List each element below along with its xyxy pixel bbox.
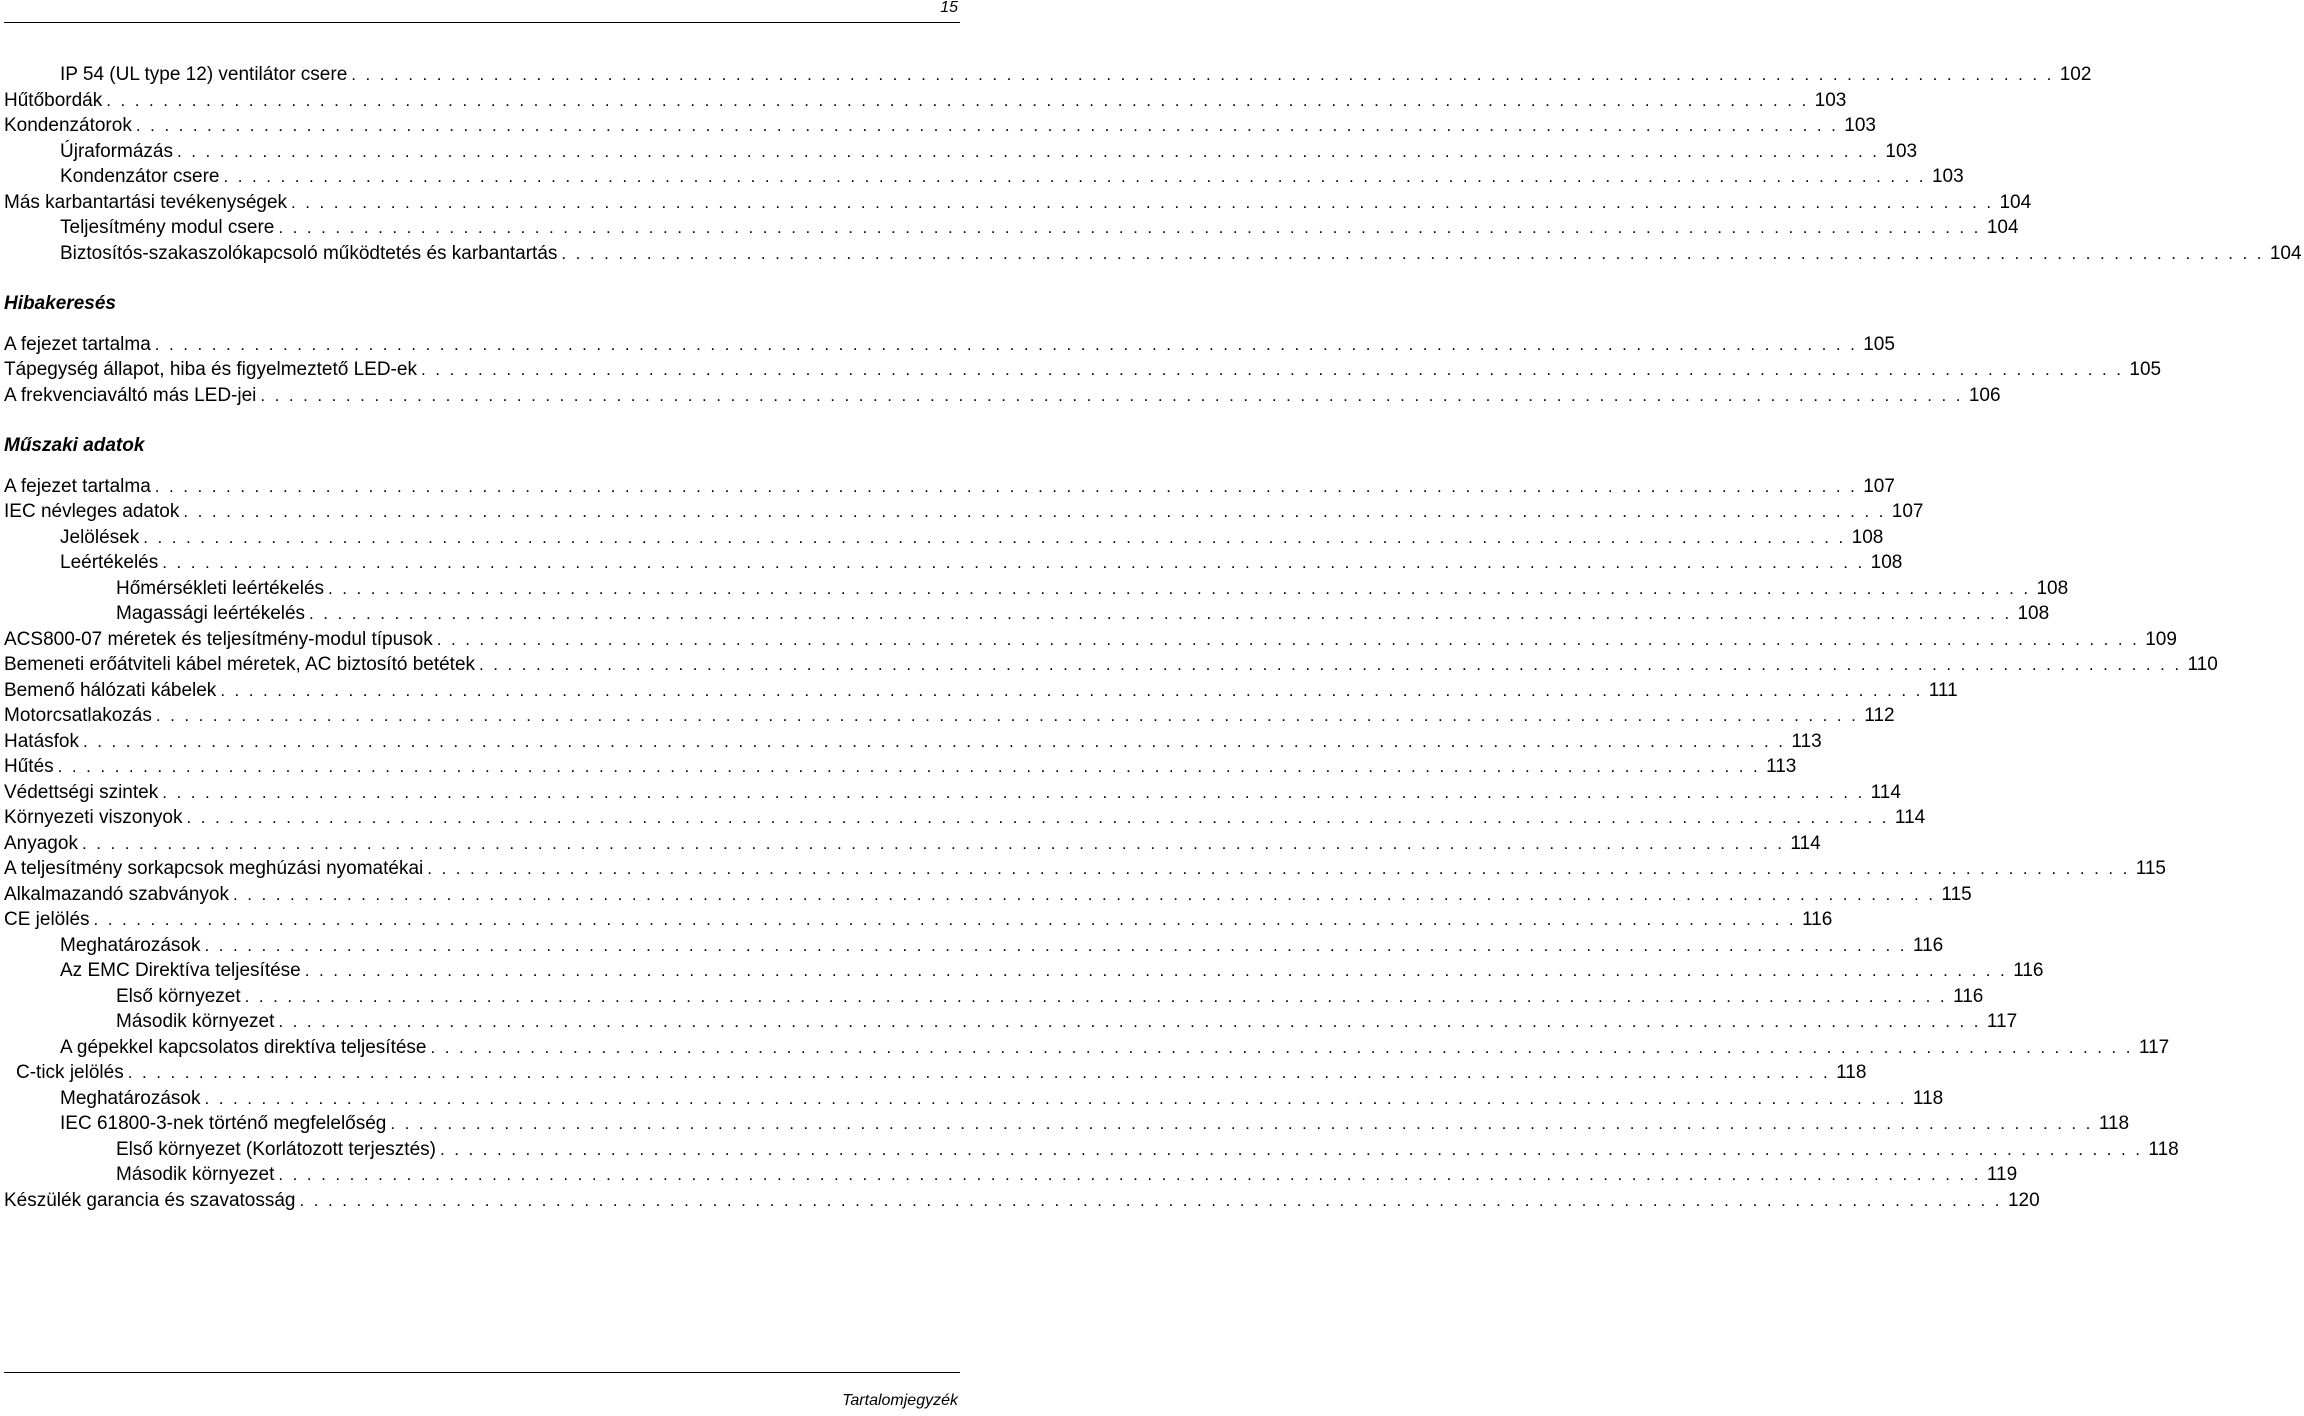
- toc-entry-label: Meghatározások: [60, 934, 201, 956]
- toc-entry[interactable]: [4, 703, 1895, 729]
- toc-entry[interactable]: [4, 332, 1895, 358]
- dot-leader: . . . . . . . . . . . . . . . . . . . . . . . . . . . . . . . . . . . . . . . . . . . . . . . . . . . . . . . . . . . . . . . . . . . . . . . . . . . . . . . . . . . . . . . . . . . . . . . . . . . . . . . . . . . . . . . . . . . . . . . .: [260, 385, 1963, 405]
- toc-entry-page: 107: [1863, 475, 1895, 497]
- toc-entry-label: Hűtőbordák: [4, 89, 103, 111]
- toc-entry-page: 109: [2145, 628, 2177, 650]
- toc-entry-page: 112: [1864, 705, 1895, 726]
- toc-entry-page: 113: [1791, 730, 1822, 752]
- toc-entry-page: 118: [1836, 1062, 1867, 1083]
- dot-leader: . . . . . . . . . . . . . . . . . . . . . . . . . . . . . . . . . . . . . . . . . . . . . . . . . . . . . . . . . . . . . . . . . . . . . . . . . . . . . . . . . . . . . . . . . . . . . . . . . . . . . . . . . . . . . . . . . . . . . . . .: [244, 986, 1948, 1006]
- dot-leader: . . . . . . . . . . . . . . . . . . . . . . . . . . . . . . . . . . . . . . . . . . . . . . . . . . . . . . . . . . . . . . . . . . . . . . . . . . . . . . . . . . . . . . . . . . . . . . . . . . . . . . . . . . . . . . . . . . . . . . . .: [304, 961, 2008, 980]
- toc-entry[interactable]: [4, 190, 2032, 216]
- toc-entry-label: Hőmérsékleti leértékelés: [116, 577, 325, 599]
- dot-leader: . . . . . . . . . . . . . . . . . . . . . . . . . . . . . . . . . . . . . . . . . . . . . . . . . . . . . . . . . . . . . . . . . . . . . . . . . . . . . . . . . . . . . . . . . . . . . . . . . . . . . . . . . . . . . . . . . . . . . . . .: [143, 527, 1846, 547]
- dot-leader: . . . . . . . . . . . . . . . . . . . . . . . . . . . . . . . . . . . . . . . . . . . . . . . . . . . . . . . . . . . . . . . . . . . . . . . . . . . . . . . . . . . . . . . . . . . . . . . . . . . . . . . . . . . . . . . . . . . . . . . .: [430, 1037, 2133, 1057]
- toc-entry[interactable]: [4, 1188, 2040, 1214]
- toc-entry-label: Bemenő hálózati kábelek: [4, 679, 217, 701]
- toc-entry-page: 114: [1790, 832, 1821, 854]
- toc-entry[interactable]: [4, 601, 2050, 627]
- toc-entry[interactable]: [4, 780, 1901, 806]
- toc-entry-label: Újraformázás: [60, 140, 173, 162]
- toc-entry-page: 118: [2148, 1138, 2179, 1160]
- toc-entry[interactable]: [4, 882, 1972, 908]
- dot-leader: . . . . . . . . . . . . . . . . . . . . . . . . . . . . . . . . . . . . . . . . . . . . . . . . . . . . . . . . . . . . . . . . . . . . . . . . . . . . . . . . . . . . . . . . . . . . . . . . . . . . . . . . . . . . . . . . . . . . . . . .: [162, 782, 1865, 802]
- toc-entry-page: 107: [1891, 501, 1924, 522]
- toc-entry[interactable]: [4, 729, 1822, 755]
- toc-entry-page: 116: [1912, 934, 1944, 956]
- dot-leader: . . . . . . . . . . . . . . . . . . . . . . . . . . . . . . . . . . . . . . . . . . . . . . . . . . . . . . . . . . . . . . . . . . . . . . . . . . . . . . . . . . . . . . . . . . . . . . . . . . . . . . . . . . . . . . . . . . . . . . . .: [223, 167, 1926, 186]
- toc-entry-page: 119: [1986, 1164, 2018, 1185]
- toc-entry-page: 116: [1801, 909, 1833, 930]
- toc-entry-page: 104: [1986, 217, 2019, 238]
- toc-entry-label: CE jelölés: [4, 909, 90, 930]
- toc-entry[interactable]: [4, 139, 1918, 165]
- toc-entry-label: Készülék garancia és szavatosság: [4, 1189, 296, 1211]
- toc-entry-page: 104: [2269, 242, 2302, 264]
- toc-entry-page: 103: [1885, 140, 1918, 162]
- toc-entry[interactable]: [4, 576, 2069, 602]
- dot-leader: . . . . . . . . . . . . . . . . . . . . . . . . . . . . . . . . . . . . . . . . . . . . . . . . . . . . . . . . . . . . . . . . . . . . . . . . . . . . . . . . . . . . . . . . . . . . . . . . . . . . . . . . . . . . . . . . . . . . . . . .: [162, 553, 1865, 572]
- toc-entry-label: IP 54 (UL type 12) ventilátor csere: [60, 64, 348, 85]
- toc-entry-label: Teljesítmény modul csere: [60, 217, 275, 238]
- toc-entry-label: Bemeneti erőátviteli kábel méretek, AC biztosító betétek: [4, 654, 476, 675]
- dot-leader: . . . . . . . . . . . . . . . . . . . . . . . . . . . . . . . . . . . . . . . . . . . . . . . . . . . . . . . . . . . . . . . . . . . . . . . . . . . . . . . . . . . . . . . . . . . . . . . . . . . . . . . . . . . . . . . . . . . . . . . .: [183, 502, 1886, 521]
- toc-entry-page: 105: [1863, 333, 1895, 355]
- dot-leader: . . . . . . . . . . . . . . . . . . . . . . . . . . . . . . . . . . . . . . . . . . . . . . . . . . . . . . . . . . . . . . . . . . . . . . . . . . . . . . . . . . . . . . . . . . . . . . . . . . . . . . . . . . . . . . . . . . . . . . . .: [135, 116, 1839, 135]
- toc-entry[interactable]: [4, 1086, 1944, 1112]
- toc-entry-label: Alkalmazandó szabványok: [4, 883, 229, 905]
- toc-entry-page: 105: [2129, 359, 2162, 380]
- toc-entry-page: 118: [1912, 1087, 1944, 1109]
- toc-entry-label: C-tick jelölés: [16, 1062, 124, 1083]
- toc-entry-page: 117: [2138, 1036, 2170, 1058]
- toc-entry-label: Hatásfok: [4, 730, 79, 752]
- toc-entry[interactable]: [4, 1162, 2018, 1188]
- dot-leader: . . . . . . . . . . . . . . . . . . . . . . . . . . . . . . . . . . . . . . . . . . . . . . . . . . . . . . . . . . . . . . . . . . . . . . . . . . . . . . . . . . . . . . . . . . . . . . . . . . . . . . . . . . . . . . . . . . . . . . . .: [186, 808, 1889, 827]
- toc-entry-page: 102: [2059, 64, 2092, 85]
- toc-entry[interactable]: [4, 856, 2166, 882]
- dot-leader: . . . . . . . . . . . . . . . . . . . . . . . . . . . . . . . . . . . . . . . . . . . . . . . . . . . . . . . . . . . . . . . . . . . . . . . . . . . . . . . . . . . . . . . . . . . . . . . . . . . . . . . . . . . . . . . . . . . . . . . .: [154, 476, 1858, 496]
- toc-entry-label: A teljesítmény sorkapcsok meghúzási nyomatékai: [4, 858, 424, 879]
- toc-entry[interactable]: [4, 652, 2218, 678]
- toc-entry[interactable]: [4, 525, 1884, 551]
- dot-leader: . . . . . . . . . . . . . . . . . . . . . . . . . . . . . . . . . . . . . . . . . . . . . . . . . . . . . . . . . . . . . . . . . . . . . . . . . . . . . . . . . . . . . . . . . . . . . . . . . . . . . . . . . . . . . . . . . . . . . . . .: [176, 141, 1880, 161]
- toc-entry[interactable]: [4, 499, 1924, 525]
- toc-entry[interactable]: [4, 62, 2092, 88]
- toc-entry-page: 108: [1870, 552, 1903, 573]
- toc-entry-label: Védettségi szintek: [4, 781, 159, 803]
- toc-entry-page: 115: [2135, 858, 2166, 879]
- toc-entry[interactable]: [4, 113, 1876, 139]
- footer-rule: [4, 1372, 960, 1373]
- dot-leader: . . . . . . . . . . . . . . . . . . . . . . . . . . . . . . . . . . . . . . . . . . . . . . . . . . . . . . . . . . . . . . . . . . . . . . . . . . . . . . . . . . . . . . . . . . . . . . . . . . . . . . . . . . . . . . . . . . . . . . . .: [436, 629, 2140, 649]
- dot-leader: . . . . . . . . . . . . . . . . . . . . . . . . . . . . . . . . . . . . . . . . . . . . . . . . . . . . . . . . . . . . . . . . . . . . . . . . . . . . . . . . . . . . . . . . . . . . . . . . . . . . . . . . . . . . . . . . . . . . . . . .: [309, 604, 2012, 623]
- dot-leader: . . . . . . . . . . . . . . . . . . . . . . . . . . . . . . . . . . . . . . . . . . . . . . . . . . . . . . . . . . . . . . . . . . . . . . . . . . . . . . . . . . . . . . . . . . . . . . . . . . . . . . . . . . . . . . . . . . . . . . . .: [299, 1190, 2002, 1210]
- toc-entry-label: Kondenzátorok: [4, 115, 132, 136]
- dot-leader: . . . . . . . . . . . . . . . . . . . . . . . . . . . . . . . . . . . . . . . . . . . . . . . . . . . . . . . . . . . . . . . . . . . . . . . . . . . . . . . . . . . . . . . . . . . . . . . . . . . . . . . . . . . . . . . . . . . . . . . .: [155, 706, 1859, 725]
- toc-entry[interactable]: [4, 958, 2044, 984]
- toc-entry[interactable]: [4, 1137, 2179, 1163]
- toc-entry[interactable]: [4, 550, 1903, 576]
- dot-leader: . . . . . . . . . . . . . . . . . . . . . . . . . . . . . . . . . . . . . . . . . . . . . . . . . . . . . . . . . . . . . . . . . . . . . . . . . . . . . . . . . . . . . . . . . . . . . . . . . . . . . . . . . . . . . . . . . . . . . . . .: [93, 910, 1796, 929]
- toc-entry-label: ACS800-07 méretek és teljesítmény-modul típusok: [4, 628, 433, 650]
- toc-entry-label: Második környezet: [116, 1164, 275, 1185]
- toc-entry-page: 115: [1941, 883, 1972, 905]
- toc-entry-page: 104: [1999, 191, 2032, 213]
- toc-entry[interactable]: [4, 1060, 1867, 1086]
- toc-entry-label: Jelölések: [60, 526, 140, 548]
- toc-entry[interactable]: [4, 1111, 2130, 1137]
- dot-leader: . . . . . . . . . . . . . . . . . . . . . . . . . . . . . . . . . . . . . . . . . . . . . . . . . . . . . . . . . . . . . . . . . . . . . . . . . . . . . . . . . . . . . . . . . . . . . . . . . . . . . . . . . . . . . . . . . . . . . . . .: [351, 65, 2054, 84]
- dot-leader: . . . . . . . . . . . . . . . . . . . . . . . . . . . . . . . . . . . . . . . . . . . . . . . . . . . . . . . . . . . . . . . . . . . . . . . . . . . . . . . . . . . . . . . . . . . . . . . . . . . . . . . . . . . . . . . . . . . . . . . .: [328, 578, 2031, 598]
- toc-entry-page: 118: [2098, 1113, 2130, 1134]
- toc-entry-page: 114: [1870, 781, 1901, 803]
- toc-entry-label: Első környezet (Korlátozott terjesztés): [116, 1138, 436, 1160]
- dot-leader: . . . . . . . . . . . . . . . . . . . . . . . . . . . . . . . . . . . . . . . . . . . . . . . . . . . . . . . . . . . . . . . . . . . . . . . . . . . . . . . . . . . . . . . . . . . . . . . . . . . . . . . . . . . . . . . . . . . . . . . .: [291, 192, 1994, 212]
- toc-entry-page: 103: [1844, 115, 1876, 136]
- toc-entry[interactable]: [4, 754, 1797, 780]
- toc-entry[interactable]: [4, 241, 2302, 267]
- toc-entry-label: Más karbantartási tevékenységek: [4, 191, 288, 213]
- header-rule: [4, 22, 960, 23]
- toc-entry[interactable]: [4, 805, 1926, 831]
- dot-leader: . . . . . . . . . . . . . . . . . . . . . . . . . . . . . . . . . . . . . . . . . . . . . . . . . . . . . . . . . . . . . . . . . . . . . . . . . . . . . . . . . . . . . . . . . . . . . . . . . . . . . . . . . . . . . . . . . . . . . . . .: [278, 1165, 1981, 1184]
- toc-entry-label: Anyagok: [4, 832, 78, 854]
- toc-entry-label: Leértékelés: [60, 552, 159, 573]
- dot-leader: . . . . . . . . . . . . . . . . . . . . . . . . . . . . . . . . . . . . . . . . . . . . . . . . . . . . . . . . . . . . . . . . . . . . . . . . . . . . . . . . . . . . . . . . . . . . . . . . . . . . . . . . . . . . . . . . . . . . . . . .: [561, 243, 2264, 263]
- section-heading: Műszaki adatok: [4, 435, 145, 456]
- toc-entry-label: A fejezet tartalma: [4, 475, 151, 497]
- toc-entry-label: Motorcsatlakozás: [4, 705, 152, 726]
- toc-entry[interactable]: [4, 383, 2001, 409]
- footer-title: Tartalomjegyzék: [842, 1392, 958, 1409]
- toc-entry-page: 108: [2017, 603, 2050, 624]
- toc-entry[interactable]: [4, 215, 2019, 241]
- table-of-contents: [4, 62, 2302, 1213]
- dot-leader: . . . . . . . . . . . . . . . . . . . . . . . . . . . . . . . . . . . . . . . . . . . . . . . . . . . . . . . . . . . . . . . . . . . . . . . . . . . . . . . . . . . . . . . . . . . . . . . . . . . . . . . . . . . . . . . . . . . . . . . .: [420, 360, 2124, 379]
- toc-entry-page: 108: [1851, 526, 1884, 548]
- toc-entry[interactable]: [4, 357, 2162, 383]
- toc-entry-page: 120: [2007, 1189, 2040, 1211]
- page-number: 15: [940, 0, 958, 16]
- dot-leader: . . . . . . . . . . . . . . . . . . . . . . . . . . . . . . . . . . . . . . . . . . . . . . . . . . . . . . . . . . . . . . . . . . . . . . . . . . . . . . . . . . . . . . . . . . . . . . . . . . . . . . . . . . . . . . . . . . . . . . . .: [390, 1114, 2093, 1133]
- toc-entry-page: 116: [1953, 985, 1984, 1007]
- dot-leader: . . . . . . . . . . . . . . . . . . . . . . . . . . . . . . . . . . . . . . . . . . . . . . . . . . . . . . . . . . . . . . . . . . . . . . . . . . . . . . . . . . . . . . . . . . . . . . . . . . . . . . . . . . . . . . . . . . . . . . . .: [232, 884, 1936, 904]
- dot-leader: . . . . . . . . . . . . . . . . . . . . . . . . . . . . . . . . . . . . . . . . . . . . . . . . . . . . . . . . . . . . . . . . . . . . . . . . . . . . . . . . . . . . . . . . . . . . . . . . . . . . . . . . . . . . . . . . . . . . . . . .: [106, 90, 1809, 110]
- dot-leader: . . . . . . . . . . . . . . . . . . . . . . . . . . . . . . . . . . . . . . . . . . . . . . . . . . . . . . . . . . . . . . . . . . . . . . . . . . . . . . . . . . . . . . . . . . . . . . . . . . . . . . . . . . . . . . . . . . . . . . . .: [57, 757, 1761, 776]
- toc-entry-label: A fejezet tartalma: [4, 333, 151, 355]
- toc-entry-page: 103: [1931, 166, 1964, 187]
- toc-entry[interactable]: [4, 984, 1984, 1010]
- toc-entry-label: A frekvenciaváltó más LED-jei: [4, 384, 257, 406]
- toc-entry[interactable]: [4, 678, 1958, 704]
- toc-entry[interactable]: [4, 164, 1964, 190]
- dot-leader: . . . . . . . . . . . . . . . . . . . . . . . . . . . . . . . . . . . . . . . . . . . . . . . . . . . . . . . . . . . . . . . . . . . . . . . . . . . . . . . . . . . . . . . . . . . . . . . . . . . . . . . . . . . . . . . . . . . . . . . .: [479, 655, 2182, 674]
- toc-entry-page: 113: [1766, 756, 1797, 777]
- toc-entry-page: 106: [1968, 384, 2001, 406]
- toc-entry[interactable]: [4, 1035, 2170, 1061]
- toc-entry-label: A gépekkel kapcsolatos direktíva teljesítése: [60, 1036, 427, 1058]
- dot-leader: . . . . . . . . . . . . . . . . . . . . . . . . . . . . . . . . . . . . . . . . . . . . . . . . . . . . . . . . . . . . . . . . . . . . . . . . . . . . . . . . . . . . . . . . . . . . . . . . . . . . . . . . . . . . . . . . . . . . . . . .: [427, 859, 2130, 878]
- toc-entry-label: Második környezet: [116, 1011, 275, 1032]
- toc-entry-page: 111: [1928, 679, 1958, 701]
- toc-entry[interactable]: [4, 831, 1821, 857]
- toc-entry-page: 117: [1986, 1011, 2018, 1032]
- dot-leader: . . . . . . . . . . . . . . . . . . . . . . . . . . . . . . . . . . . . . . . . . . . . . . . . . . . . . . . . . . . . . . . . . . . . . . . . . . . . . . . . . . . . . . . . . . . . . . . . . . . . . . . . . . . . . . . . . . . . . . . .: [154, 334, 1858, 354]
- toc-entry-label: Az EMC Direktíva teljesítése: [60, 960, 301, 981]
- toc-entry-page: 108: [2036, 577, 2069, 599]
- toc-entry-label: IEC névleges adatok: [4, 501, 180, 522]
- dot-leader: . . . . . . . . . . . . . . . . . . . . . . . . . . . . . . . . . . . . . . . . . . . . . . . . . . . . . . . . . . . . . . . . . . . . . . . . . . . . . . . . . . . . . . . . . . . . . . . . . . . . . . . . . . . . . . . . . . . . . . . .: [278, 218, 1981, 237]
- section-heading: Hibakeresés: [4, 293, 116, 314]
- dot-leader: . . . . . . . . . . . . . . . . . . . . . . . . . . . . . . . . . . . . . . . . . . . . . . . . . . . . . . . . . . . . . . . . . . . . . . . . . . . . . . . . . . . . . . . . . . . . . . . . . . . . . . . . . . . . . . . . . . . . . . . .: [220, 680, 1923, 700]
- toc-entry[interactable]: [4, 474, 1895, 500]
- toc-entry-page: 103: [1814, 89, 1847, 111]
- dot-leader: . . . . . . . . . . . . . . . . . . . . . . . . . . . . . . . . . . . . . . . . . . . . . . . . . . . . . . . . . . . . . . . . . . . . . . . . . . . . . . . . . . . . . . . . . . . . . . . . . . . . . . . . . . . . . . . . . . . . . . . .: [82, 731, 1786, 751]
- toc-entry-label: Magassági leértékelés: [116, 603, 306, 624]
- dot-leader: . . . . . . . . . . . . . . . . . . . . . . . . . . . . . . . . . . . . . . . . . . . . . . . . . . . . . . . . . . . . . . . . . . . . . . . . . . . . . . . . . . . . . . . . . . . . . . . . . . . . . . . . . . . . . . . . . . . . . . . .: [204, 935, 1907, 955]
- toc-entry-label: Hűtés: [4, 756, 54, 777]
- toc-entry[interactable]: [4, 88, 1847, 114]
- toc-entry[interactable]: [4, 933, 1944, 959]
- toc-entry-page: 116: [2013, 960, 2044, 981]
- dot-leader: . . . . . . . . . . . . . . . . . . . . . . . . . . . . . . . . . . . . . . . . . . . . . . . . . . . . . . . . . . . . . . . . . . . . . . . . . . . . . . . . . . . . . . . . . . . . . . . . . . . . . . . . . . . . . . . . . . . . . . . .: [127, 1063, 1831, 1082]
- toc-entry-label: Meghatározások: [60, 1087, 201, 1109]
- toc-entry-label: Tápegység állapot, hiba és figyelmeztető LED-ek: [4, 359, 417, 380]
- dot-leader: . . . . . . . . . . . . . . . . . . . . . . . . . . . . . . . . . . . . . . . . . . . . . . . . . . . . . . . . . . . . . . . . . . . . . . . . . . . . . . . . . . . . . . . . . . . . . . . . . . . . . . . . . . . . . . . . . . . . . . . .: [204, 1088, 1907, 1108]
- dot-leader: . . . . . . . . . . . . . . . . . . . . . . . . . . . . . . . . . . . . . . . . . . . . . . . . . . . . . . . . . . . . . . . . . . . . . . . . . . . . . . . . . . . . . . . . . . . . . . . . . . . . . . . . . . . . . . . . . . . . . . . .: [81, 833, 1785, 853]
- toc-entry[interactable]: [4, 907, 1833, 933]
- toc-entry-label: Első környezet: [116, 985, 241, 1007]
- toc-entry-label: Biztosítós-szakaszolókapcsoló működtetés és karbantartás: [60, 242, 558, 264]
- toc-entry-page: 114: [1894, 807, 1926, 828]
- toc-entry[interactable]: [4, 627, 2177, 653]
- toc-entry-label: Környezeti viszonyok: [4, 807, 183, 828]
- toc-entry[interactable]: [4, 1009, 2018, 1035]
- toc-entry-label: Kondenzátor csere: [60, 166, 220, 187]
- dot-leader: . . . . . . . . . . . . . . . . . . . . . . . . . . . . . . . . . . . . . . . . . . . . . . . . . . . . . . . . . . . . . . . . . . . . . . . . . . . . . . . . . . . . . . . . . . . . . . . . . . . . . . . . . . . . . . . . . . . . . . . .: [278, 1012, 1981, 1031]
- toc-entry-page: 110: [2187, 654, 2218, 675]
- dot-leader: . . . . . . . . . . . . . . . . . . . . . . . . . . . . . . . . . . . . . . . . . . . . . . . . . . . . . . . . . . . . . . . . . . . . . . . . . . . . . . . . . . . . . . . . . . . . . . . . . . . . . . . . . . . . . . . . . . . . . . . .: [439, 1139, 2143, 1159]
- toc-entry-label: IEC 61800-3-nek történő megfelelőség: [60, 1113, 387, 1134]
